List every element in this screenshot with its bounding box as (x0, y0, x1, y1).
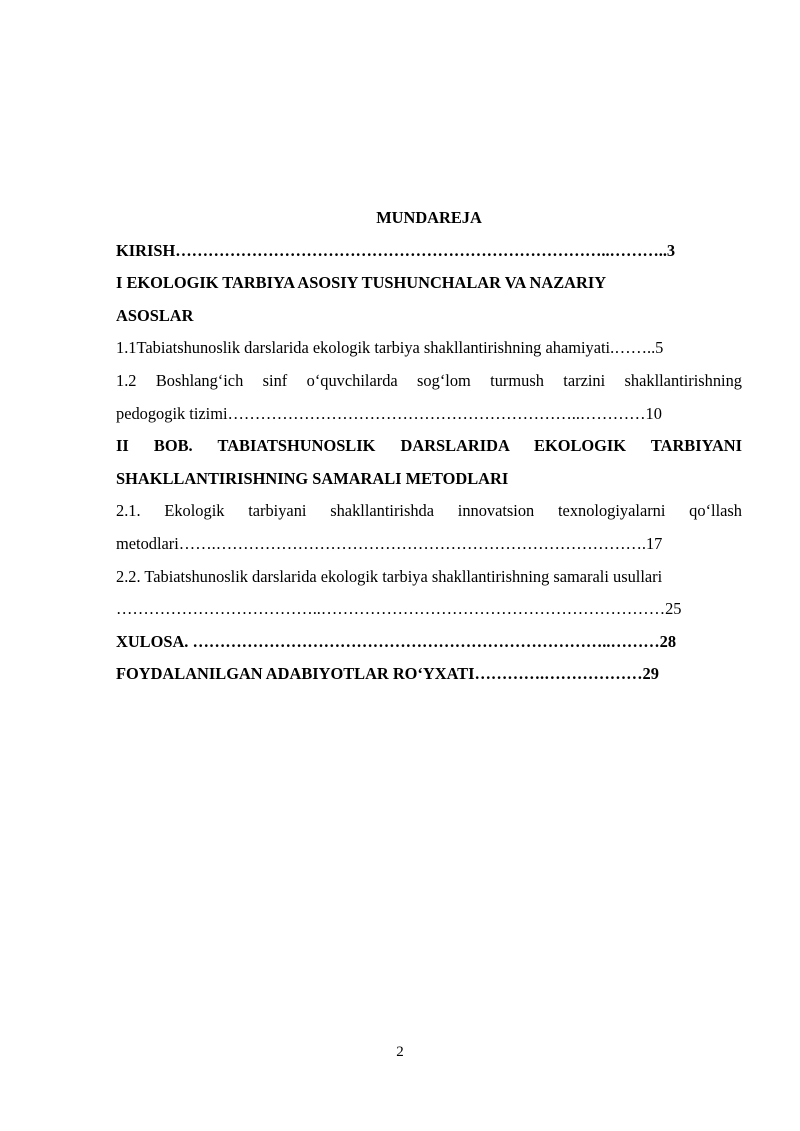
table-of-contents (116, 202, 742, 691)
toc-entry-kirish: KIRISH……………………………………………………………………..………..3 (116, 240, 676, 260)
toc-entry-2-1-line-1: 2.1. Ekologik tarbiyani shakllantirishda innovatsion texnologiyalarni qo‘llash (116, 501, 742, 521)
toc-entry-2-1-line-2: metodlari…….…………………………………………………………………….17 (116, 533, 663, 553)
toc-entry-1-2-line-2: pedogogik tizimi………………………………………………………..…………10 (116, 403, 662, 423)
page-number: 2 (396, 1044, 404, 1060)
toc-title: MUNDAREJA (376, 208, 482, 227)
toc-entry-xulosa: XULOSA. …………………………………………………………………..………28 (116, 631, 677, 651)
toc-entry-1-1: 1.1Tabiatshunoslik darslarida ekologik tarbiya shakllantirishning ahamiyati.……..5 (116, 338, 664, 358)
toc-chapter-1-title-line-1: I EKOLOGIK TARBIYA ASOSIY TUSHUNCHALAR VA NAZARIY (116, 273, 607, 293)
toc-chapter-1-title-line-2: ASOSLAR (116, 305, 194, 325)
toc-entry-2-2-line-2: ………………………………..………………………………………………………25 (116, 599, 682, 619)
toc-entry-adabiyotlar: FOYDALANILGAN ADABIYOTLAR RO‘YXATI………….………………29 (116, 664, 659, 684)
toc-entry-1-2-line-1: 1.2 Boshlang‘ich sinf o‘quvchilarda sog‘lom turmush tarzini shakllantirishning (116, 370, 742, 390)
toc-entry-2-2-line-1: 2.2. Tabiatshunoslik darslarida ekologik tarbiya shakllantirishning samarali usullari (116, 566, 663, 586)
toc-chapter-2-title-line-1: II BOB. TABIATSHUNOSLIK DARSLARIDA EKOLOGIK TARBIYANI (116, 436, 742, 456)
toc-chapter-2-title-line-2: SHAKLLANTIRISHNING SAMARALI METODLARI (116, 468, 509, 488)
